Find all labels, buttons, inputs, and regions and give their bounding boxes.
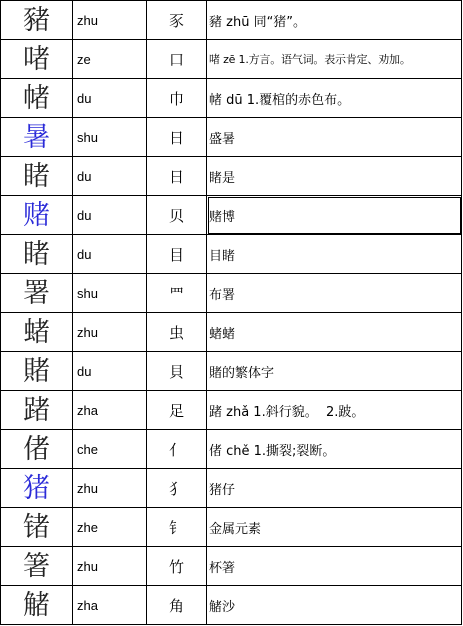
character-cell[interactable]: 蝫 xyxy=(1,313,73,352)
note-cell[interactable]: 目睹 xyxy=(207,235,462,274)
character-cell[interactable]: 踷 xyxy=(1,391,73,430)
character-cell[interactable]: 猪 xyxy=(1,469,73,508)
note-cell[interactable]: 帾 dū 1.覆棺的赤色布。 xyxy=(207,79,462,118)
note-cell[interactable]: 布署 xyxy=(207,274,462,313)
table-row xyxy=(1,118,462,157)
note-cell[interactable]: 啫 zē 1.方言。语气词。表示肯定、劝加。 xyxy=(207,40,462,79)
note-cell[interactable]: 偖 chě 1.撕裂;裂断。 xyxy=(207,430,462,469)
table-row xyxy=(1,547,462,586)
pinyin-cell[interactable]: du xyxy=(73,352,147,391)
radical-cell[interactable]: 亻 xyxy=(147,430,207,469)
pinyin-cell[interactable]: che xyxy=(73,430,147,469)
note-cell-selected[interactable]: 赌博 xyxy=(207,196,462,235)
character-cell[interactable]: 箸 xyxy=(1,547,73,586)
table-row xyxy=(1,313,462,352)
pinyin-cell[interactable]: du xyxy=(73,79,147,118)
radical-cell[interactable]: 角 xyxy=(147,586,207,625)
note-cell[interactable]: 賭的繁体字 xyxy=(207,352,462,391)
radical-cell[interactable]: 巾 xyxy=(147,79,207,118)
radical-cell[interactable]: 竹 xyxy=(147,547,207,586)
pinyin-cell[interactable]: du xyxy=(73,157,147,196)
note-cell[interactable]: 觰沙 xyxy=(207,586,462,625)
radical-cell[interactable]: 犭 xyxy=(147,469,207,508)
table-row xyxy=(1,235,462,274)
pinyin-cell[interactable]: zha xyxy=(73,586,147,625)
radical-cell[interactable]: 口 xyxy=(147,40,207,79)
radical-cell[interactable]: 贝 xyxy=(147,196,207,235)
pinyin-cell[interactable]: du xyxy=(73,235,147,274)
character-cell[interactable]: 偖 xyxy=(1,430,73,469)
character-cell[interactable]: 署 xyxy=(1,274,73,313)
note-cell[interactable]: 金属元素 xyxy=(207,508,462,547)
character-cell[interactable]: 睹 xyxy=(1,157,73,196)
note-cell[interactable]: 蝫蝫 xyxy=(207,313,462,352)
pinyin-cell[interactable]: du xyxy=(73,196,147,235)
note-cell[interactable]: 杯箸 xyxy=(207,547,462,586)
pinyin-cell[interactable]: zhu xyxy=(73,313,147,352)
table-row xyxy=(1,469,462,508)
table-row xyxy=(1,79,462,118)
table-row xyxy=(1,586,462,625)
radical-cell[interactable]: 日 xyxy=(147,118,207,157)
table-row xyxy=(1,157,462,196)
note-cell[interactable]: 踷 zhǎ 1.斜行貌。 2.跛。 xyxy=(207,391,462,430)
character-cell[interactable]: 觰 xyxy=(1,586,73,625)
pinyin-cell[interactable]: shu xyxy=(73,274,147,313)
table-row xyxy=(1,274,462,313)
table-row xyxy=(1,196,462,235)
table-row xyxy=(1,1,462,40)
radical-cell[interactable]: 虫 xyxy=(147,313,207,352)
character-cell[interactable]: 啫 xyxy=(1,40,73,79)
radical-cell[interactable]: 罒 xyxy=(147,274,207,313)
character-cell[interactable]: 賭 xyxy=(1,352,73,391)
character-cell[interactable]: 帾 xyxy=(1,79,73,118)
table-row xyxy=(1,430,462,469)
pinyin-cell[interactable]: shu xyxy=(73,118,147,157)
note-cell[interactable]: 睹是 xyxy=(207,157,462,196)
character-cell[interactable]: 暑 xyxy=(1,118,73,157)
radical-cell[interactable]: 日 xyxy=(147,157,207,196)
table-row xyxy=(1,40,462,79)
radical-cell[interactable]: 目 xyxy=(147,235,207,274)
pinyin-cell[interactable]: zhu xyxy=(73,547,147,586)
pinyin-cell[interactable]: zhu xyxy=(73,469,147,508)
table-row xyxy=(1,391,462,430)
character-cell[interactable]: 锗 xyxy=(1,508,73,547)
table-row xyxy=(1,352,462,391)
character-cell[interactable]: 豬 xyxy=(1,1,73,40)
pinyin-cell[interactable]: ze xyxy=(73,40,147,79)
table-row xyxy=(1,508,462,547)
note-cell[interactable]: 猪仔 xyxy=(207,469,462,508)
pinyin-cell[interactable]: zhu xyxy=(73,1,147,40)
pinyin-cell[interactable]: zhe xyxy=(73,508,147,547)
pinyin-cell[interactable]: zha xyxy=(73,391,147,430)
radical-cell[interactable]: 豕 xyxy=(147,1,207,40)
note-cell[interactable]: 盛暑 xyxy=(207,118,462,157)
radical-cell[interactable]: 足 xyxy=(147,391,207,430)
radical-cell[interactable]: 钅 xyxy=(147,508,207,547)
note-cell[interactable]: 豬 zhū 同“猪”。 xyxy=(207,1,462,40)
character-cell[interactable]: 赌 xyxy=(1,196,73,235)
character-cell[interactable]: 睹 xyxy=(1,235,73,274)
radical-cell[interactable]: 貝 xyxy=(147,352,207,391)
